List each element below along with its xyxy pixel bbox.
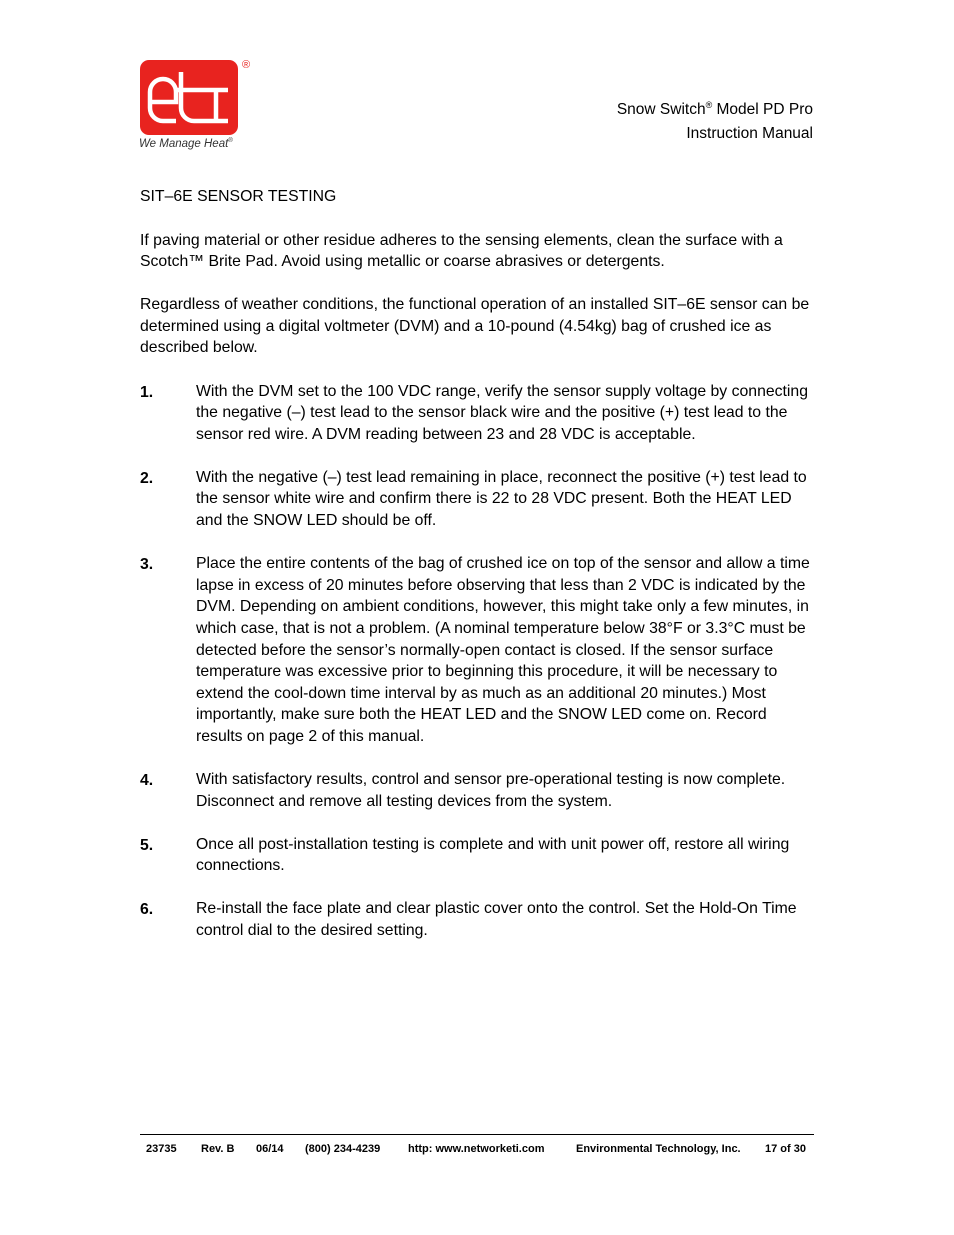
paragraph: Regardless of weather conditions, the functional operation of an installed SIT–6E sensor can be determined using a digital voltmeter (DVM) and a 10-pound (4.54kg) bag of crushed ice as described below. bbox=[140, 296, 810, 357]
eti-letters-icon bbox=[140, 60, 238, 135]
section-title: SIT–6E SENSOR TESTING bbox=[140, 188, 337, 205]
step-number: 6. bbox=[140, 901, 154, 919]
footer-website: http: www.networketi.com bbox=[408, 1143, 545, 1155]
paragraph: If paving material or other residue adheres to the sensing elements, clean the surface with a Scotch™ Brite Pad. Avoid using metallic or coarse abrasives or detergents. bbox=[140, 231, 783, 271]
step-number: 2. bbox=[140, 469, 154, 487]
footer-company: Environmental Technology, Inc. bbox=[576, 1143, 741, 1155]
footer-revision: Rev. B bbox=[201, 1143, 235, 1155]
logo-tagline bbox=[139, 138, 233, 150]
step-text: With satisfactory results, control and sensor pre-operational testing is now complete. Disconnect and remove all testing devices from the system. bbox=[196, 770, 786, 810]
step-number: 4. bbox=[140, 771, 154, 789]
step-text: Once all post-installation testing is complete and with unit power off, restore all wiring connections. bbox=[196, 835, 790, 875]
step-item bbox=[140, 834, 815, 877]
footer-phone: (800) 234-4239 bbox=[305, 1143, 381, 1155]
step-item bbox=[140, 381, 815, 446]
step-text: With the DVM set to the 100 VDC range, verify the sensor supply voltage by connecting the negative (–) test lead to the sensor black wire and the positive (+) test lead to the sensor red wire. A DVM reading between 23 and 28 VDC is acceptable. bbox=[196, 382, 809, 443]
eti-logo bbox=[140, 60, 260, 155]
footer-page-number: 17 of 30 bbox=[765, 1143, 806, 1155]
tagline-mark: ® bbox=[228, 138, 233, 145]
footer-divider bbox=[140, 1134, 814, 1135]
product-name: Snow Switch bbox=[616, 101, 706, 118]
footer-doc-number: 23735 bbox=[146, 1143, 177, 1155]
registered-mark: ® bbox=[242, 59, 251, 71]
product-model: Model PD Pro bbox=[716, 101, 813, 118]
step-number: 1. bbox=[140, 383, 154, 401]
step-item bbox=[140, 553, 815, 747]
logo-mark bbox=[140, 60, 238, 135]
product-line bbox=[617, 98, 813, 122]
step-text: Re-install the face plate and clear plastic cover onto the control. Set the Hold-On Time control dial to the desired setting. bbox=[196, 900, 797, 939]
footer-date: 06/14 bbox=[256, 1143, 284, 1155]
step-item bbox=[140, 769, 815, 812]
main-content bbox=[140, 186, 815, 963]
step-item bbox=[140, 898, 815, 941]
document-header bbox=[617, 98, 813, 146]
step-text: Place the entire contents of the bag of crushed ice on top of the sensor and allow a time lapse in excess of 20 minutes before observing that less than 2 VDC is indicated by the DVM. Depending on ambient conditions, however, this might take only a few minutes, in which case, that is not a problem. (A nominal temperature below 38°F or 3.3°C must be detected before the sensor’s normally-open contact is closed. If the sensor surface temperature was excessive prior to beginning this procedure, it will be necessary to extend the cool-down time interval by as much as an additional 20 minutes.) Most importantly, make sure both the HEAT LED and the SNOW LED come on. Record results on page 2 of this manual. bbox=[196, 555, 810, 745]
step-text: With the negative (–) test lead remaining in place, reconnect the positive (+) test lead to the sensor white wire and confirm there is 22 to 28 VDC present. Both the HEAT LED and the SNOW LED should be off. bbox=[196, 468, 807, 530]
step-number: 3. bbox=[140, 556, 154, 574]
doc-type: Instruction Manual bbox=[686, 125, 813, 142]
step-item bbox=[140, 467, 815, 532]
product-mark: ® bbox=[705, 99, 713, 110]
step-number: 5. bbox=[140, 836, 154, 854]
tagline-text: We Manage Heat bbox=[139, 138, 229, 150]
